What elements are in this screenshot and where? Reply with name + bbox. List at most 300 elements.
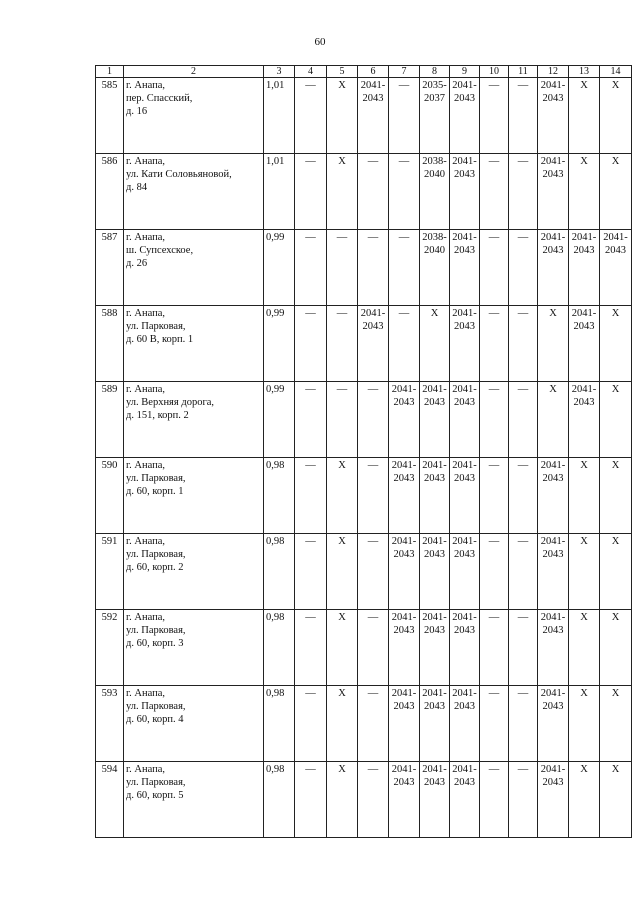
period-cell-col-9 (450, 154, 480, 230)
table-row (96, 306, 632, 382)
period-line: 2040 (424, 169, 445, 180)
period-line: 2043 (393, 397, 415, 408)
period-line: 2043 (454, 321, 475, 332)
period-line: — (488, 308, 500, 319)
address-line: г. Анапа, (126, 536, 166, 547)
column-number-row (96, 66, 632, 78)
period-line: 2043 (454, 701, 475, 712)
period-line: X (580, 612, 588, 623)
period-cell-col-14 (600, 610, 632, 686)
period-cell-col-13 (569, 154, 600, 230)
address-line: г. Анапа, (126, 612, 166, 623)
period-cell-col-4 (295, 534, 327, 610)
period-line: 2041- (452, 460, 477, 471)
period-line: 2043 (424, 549, 445, 560)
period-line: X (611, 536, 620, 547)
period-cell-col-11 (509, 154, 538, 230)
period-line: 2038- (422, 156, 447, 167)
period-cell-col-4 (295, 686, 327, 762)
period-cell-col-9 (450, 610, 480, 686)
table-row (96, 154, 632, 230)
table-row (96, 382, 632, 458)
period-line: 2043 (542, 169, 564, 180)
period-line: 2041- (391, 764, 417, 775)
period-line: — (305, 232, 316, 243)
period-cell-col-10 (480, 762, 509, 838)
column-number-9: 9 (450, 66, 480, 78)
address-line: ул. Кати Соловьяновой, (126, 169, 232, 180)
address-cell (124, 154, 264, 230)
coefficient-cell: 0,98 (264, 686, 295, 762)
period-line: 2043 (393, 777, 415, 788)
period-line: 2038- (422, 232, 447, 243)
period-cell-col-5 (327, 306, 358, 382)
period-line: — (305, 156, 316, 167)
period-cell-col-10 (480, 78, 509, 154)
period-cell-col-8 (420, 610, 450, 686)
column-number-6: 6 (358, 66, 389, 78)
row-number: 586 (96, 154, 124, 230)
period-line: — (398, 80, 410, 91)
period-line: 2043 (424, 625, 445, 636)
period-cell-col-5 (327, 534, 358, 610)
period-line: — (367, 460, 379, 471)
period-line: 2043 (573, 321, 595, 332)
period-line: 2035- (422, 80, 447, 91)
period-cell-col-5 (327, 230, 358, 306)
period-line: 2043 (454, 549, 475, 560)
period-line: — (305, 688, 316, 699)
table-row (96, 534, 632, 610)
period-cell-col-7 (389, 458, 420, 534)
period-cell-col-4 (295, 306, 327, 382)
period-line: 2041- (391, 688, 417, 699)
period-line: 2043 (542, 625, 564, 636)
period-line: 2043 (542, 473, 564, 484)
address-cell (124, 230, 264, 306)
row-number: 590 (96, 458, 124, 534)
column-number-8: 8 (420, 66, 450, 78)
table-row (96, 78, 632, 154)
period-line: X (611, 384, 620, 395)
period-cell-col-11 (509, 762, 538, 838)
period-cell-col-10 (480, 306, 509, 382)
coefficient-cell: 0,98 (264, 458, 295, 534)
address-cell (124, 534, 264, 610)
period-line: X (549, 308, 557, 319)
period-line: — (305, 536, 316, 547)
period-line: X (338, 612, 346, 623)
period-line: X (580, 536, 588, 547)
period-cell-col-12 (538, 534, 569, 610)
period-cell-col-5 (327, 610, 358, 686)
period-cell-col-14 (600, 78, 632, 154)
period-cell-col-10 (480, 686, 509, 762)
period-line: 2043 (454, 777, 475, 788)
period-cell-col-8 (420, 306, 450, 382)
period-line: — (305, 612, 316, 623)
period-cell-col-4 (295, 458, 327, 534)
address-line: ул. Парковая, (126, 777, 186, 788)
period-cell-col-10 (480, 382, 509, 458)
period-line: — (488, 536, 500, 547)
period-line: — (367, 156, 379, 167)
period-line: X (338, 688, 346, 699)
period-line: 2043 (542, 93, 564, 104)
period-line: — (488, 612, 500, 623)
table-row (96, 762, 632, 838)
address-line: ул. Парковая, (126, 701, 186, 712)
period-cell-col-9 (450, 458, 480, 534)
column-number-4: 4 (295, 66, 327, 78)
period-cell-col-4 (295, 610, 327, 686)
period-cell-col-9 (450, 534, 480, 610)
period-line: 2041- (452, 308, 477, 319)
period-line: 2041- (422, 384, 447, 395)
period-line: 2043 (393, 473, 415, 484)
period-cell-col-12 (538, 610, 569, 686)
period-line: X (611, 80, 620, 91)
period-line: X (338, 80, 346, 91)
address-line: д. 151, корп. 2 (126, 410, 189, 421)
address-line: ул. Верхняя дорога, (126, 397, 215, 408)
period-cell-col-14 (600, 382, 632, 458)
period-cell-col-7 (389, 78, 420, 154)
period-line: — (517, 232, 529, 243)
period-line: 2041- (540, 80, 566, 91)
period-line: 2041- (422, 612, 447, 623)
period-cell-col-5 (327, 154, 358, 230)
period-cell-col-7 (389, 610, 420, 686)
period-line: X (338, 460, 346, 471)
period-cell-col-12 (538, 230, 569, 306)
period-line: — (517, 156, 529, 167)
period-line: — (305, 308, 316, 319)
period-line: 2043 (542, 777, 564, 788)
period-line: X (611, 612, 620, 623)
address-line: г. Анапа, (126, 460, 166, 471)
period-line: 2043 (424, 473, 445, 484)
period-line: — (305, 80, 316, 91)
address-line: д. 60, корп. 3 (126, 638, 184, 649)
address-line: д. 60, корп. 4 (126, 714, 184, 725)
period-cell-col-11 (509, 458, 538, 534)
period-line: 2043 (605, 245, 626, 256)
address-line: ш. Супсехское, (126, 245, 194, 256)
period-line: X (338, 156, 346, 167)
period-line: 2043 (454, 473, 475, 484)
period-line: X (580, 460, 588, 471)
address-cell (124, 458, 264, 534)
period-line: X (611, 764, 620, 775)
period-cell-col-11 (509, 534, 538, 610)
period-line: — (398, 232, 410, 243)
period-line: — (336, 384, 348, 395)
period-line: — (367, 688, 379, 699)
period-line: 2043 (424, 397, 445, 408)
period-line: X (611, 156, 620, 167)
period-cell-col-12 (538, 306, 569, 382)
period-line: 2041- (391, 536, 417, 547)
period-line: — (367, 612, 379, 623)
period-cell-col-9 (450, 306, 480, 382)
period-line: X (580, 156, 588, 167)
period-cell-col-13 (569, 610, 600, 686)
period-line: — (517, 308, 529, 319)
period-cell-col-8 (420, 382, 450, 458)
period-line: — (517, 384, 529, 395)
period-cell-col-4 (295, 230, 327, 306)
period-cell-col-5 (327, 78, 358, 154)
period-cell-col-14 (600, 306, 632, 382)
period-line: 2043 (542, 549, 564, 560)
table-row (96, 610, 632, 686)
column-number-10: 10 (480, 66, 509, 78)
period-cell-col-9 (450, 762, 480, 838)
period-line: 2041- (452, 764, 477, 775)
period-cell-col-13 (569, 762, 600, 838)
period-line: 2041- (422, 764, 447, 775)
period-cell-col-13 (569, 306, 600, 382)
period-line: — (367, 764, 379, 775)
period-line: — (488, 156, 500, 167)
period-cell-col-8 (420, 686, 450, 762)
period-line: — (398, 308, 410, 319)
period-line: 2043 (393, 549, 415, 560)
period-line: 2043 (362, 93, 384, 104)
address-line: д. 84 (126, 182, 148, 193)
period-line: 2043 (454, 625, 475, 636)
address-cell (124, 610, 264, 686)
period-cell-col-10 (480, 458, 509, 534)
period-cell-col-8 (420, 762, 450, 838)
period-cell-col-11 (509, 686, 538, 762)
column-number-12: 12 (538, 66, 569, 78)
period-cell-col-12 (538, 78, 569, 154)
period-line: X (611, 460, 620, 471)
period-line: 2043 (454, 397, 475, 408)
period-cell-col-9 (450, 78, 480, 154)
period-line: 2043 (542, 701, 564, 712)
table-row (96, 230, 632, 306)
period-line: 2040 (424, 245, 445, 256)
period-line: — (336, 308, 348, 319)
period-line: — (367, 384, 379, 395)
period-line: 2043 (573, 245, 595, 256)
period-cell-col-12 (538, 154, 569, 230)
period-cell-col-12 (538, 762, 569, 838)
period-cell-col-8 (420, 230, 450, 306)
period-cell-col-12 (538, 458, 569, 534)
period-cell-col-9 (450, 686, 480, 762)
period-line: 2041- (540, 688, 566, 699)
address-line: г. Анапа, (126, 688, 166, 699)
period-cell-col-7 (389, 382, 420, 458)
column-number-1: 1 (96, 66, 124, 78)
coefficient-cell: 0,98 (264, 534, 295, 610)
period-cell-col-5 (327, 762, 358, 838)
period-line: 2041- (540, 612, 566, 623)
address-cell (124, 306, 264, 382)
period-cell-col-14 (600, 230, 632, 306)
period-cell-col-7 (389, 154, 420, 230)
period-line: X (580, 80, 588, 91)
period-cell-col-12 (538, 382, 569, 458)
period-line: 2041- (452, 156, 477, 167)
period-cell-col-13 (569, 686, 600, 762)
period-line: — (305, 384, 316, 395)
period-cell-col-5 (327, 382, 358, 458)
period-cell-col-8 (420, 458, 450, 534)
period-cell-col-7 (389, 534, 420, 610)
address-line: г. Анапа, (126, 80, 166, 91)
address-line: д. 60, корп. 5 (126, 790, 184, 801)
period-cell-col-13 (569, 382, 600, 458)
period-line: 2043 (424, 777, 445, 788)
period-cell-col-7 (389, 686, 420, 762)
period-line: 2041- (452, 384, 477, 395)
period-line: — (488, 688, 500, 699)
coefficient-cell: 0,99 (264, 230, 295, 306)
coefficient-cell: 0,98 (264, 610, 295, 686)
period-line: 2041- (540, 764, 566, 775)
period-line: X (430, 308, 439, 319)
period-line: 2041- (391, 612, 417, 623)
period-cell-col-4 (295, 78, 327, 154)
period-line: 2043 (454, 169, 475, 180)
period-line: 2043 (573, 397, 595, 408)
period-line: — (517, 688, 529, 699)
column-number-3: 3 (264, 66, 295, 78)
period-cell-col-14 (600, 534, 632, 610)
coefficient-cell: 1,01 (264, 78, 295, 154)
period-cell-col-8 (420, 534, 450, 610)
period-line: 2041- (391, 460, 417, 471)
address-line: г. Анапа, (126, 232, 166, 243)
column-number-13: 13 (569, 66, 600, 78)
housing-register-table (95, 65, 632, 838)
period-cell-col-4 (295, 762, 327, 838)
period-line: — (488, 384, 500, 395)
period-cell-col-11 (509, 306, 538, 382)
period-line: — (517, 612, 529, 623)
period-line: X (611, 308, 620, 319)
coefficient-cell: 0,98 (264, 762, 295, 838)
period-line: 2041- (603, 232, 628, 243)
coefficient-cell: 0,99 (264, 382, 295, 458)
period-line: — (336, 232, 348, 243)
period-line: — (488, 232, 500, 243)
period-line: 2041- (452, 80, 477, 91)
period-cell-col-11 (509, 382, 538, 458)
period-cell-col-7 (389, 306, 420, 382)
column-number-7: 7 (389, 66, 420, 78)
period-line: — (488, 80, 500, 91)
period-cell-col-5 (327, 686, 358, 762)
address-line: д. 60 В, корп. 1 (126, 334, 194, 345)
period-line: — (367, 536, 379, 547)
period-line: 2043 (454, 245, 475, 256)
address-line: д. 60, корп. 1 (126, 486, 184, 497)
period-line: 2041- (540, 232, 566, 243)
period-line: — (398, 156, 410, 167)
period-line: X (549, 384, 557, 395)
period-line: 2041- (360, 308, 386, 319)
period-cell-col-4 (295, 154, 327, 230)
period-line: — (488, 460, 500, 471)
period-line: 2041- (422, 536, 447, 547)
period-cell-col-14 (600, 762, 632, 838)
period-cell-col-6 (358, 762, 389, 838)
period-cell-col-7 (389, 762, 420, 838)
period-cell-col-6 (358, 154, 389, 230)
period-line: 2041- (540, 156, 566, 167)
period-line: 2041- (391, 384, 417, 395)
period-line: — (367, 232, 379, 243)
period-cell-col-10 (480, 154, 509, 230)
period-cell-col-11 (509, 230, 538, 306)
period-cell-col-10 (480, 230, 509, 306)
address-line: ул. Парковая, (126, 625, 186, 636)
period-line: — (305, 460, 316, 471)
period-line: 2041- (571, 384, 597, 395)
period-line: 2043 (424, 701, 445, 712)
coefficient-cell: 1,01 (264, 154, 295, 230)
address-line: г. Анапа, (126, 764, 166, 775)
period-cell-col-13 (569, 458, 600, 534)
table-row (96, 686, 632, 762)
period-cell-col-12 (538, 686, 569, 762)
period-line: 2043 (542, 245, 564, 256)
address-line: пер. Спасский, (126, 93, 193, 104)
period-cell-col-6 (358, 686, 389, 762)
period-line: 2041- (422, 688, 447, 699)
period-cell-col-9 (450, 382, 480, 458)
period-line: 2041- (452, 232, 477, 243)
period-line: 2041- (452, 612, 477, 623)
period-cell-col-6 (358, 534, 389, 610)
period-cell-col-6 (358, 458, 389, 534)
row-number: 591 (96, 534, 124, 610)
address-line: г. Анапа, (126, 156, 166, 167)
period-cell-col-9 (450, 230, 480, 306)
period-line: 2041- (540, 536, 566, 547)
period-cell-col-13 (569, 534, 600, 610)
address-line: ул. Парковая, (126, 321, 186, 332)
period-line: 2041- (571, 232, 597, 243)
period-line: 2041- (452, 688, 477, 699)
period-cell-col-4 (295, 382, 327, 458)
period-line: X (580, 764, 588, 775)
period-cell-col-7 (389, 230, 420, 306)
period-line: 2043 (454, 93, 475, 104)
period-cell-col-8 (420, 154, 450, 230)
table-row (96, 458, 632, 534)
address-line: ул. Парковая, (126, 473, 186, 484)
period-line: — (517, 764, 529, 775)
period-cell-col-6 (358, 230, 389, 306)
column-number-14: 14 (600, 66, 632, 78)
period-line: 2041- (452, 536, 477, 547)
period-line: — (517, 80, 529, 91)
address-cell (124, 762, 264, 838)
period-cell-col-8 (420, 78, 450, 154)
table-body (96, 66, 632, 838)
row-number: 589 (96, 382, 124, 458)
period-line: 2041- (422, 460, 447, 471)
period-cell-col-11 (509, 610, 538, 686)
address-line: г. Анапа, (126, 308, 166, 319)
